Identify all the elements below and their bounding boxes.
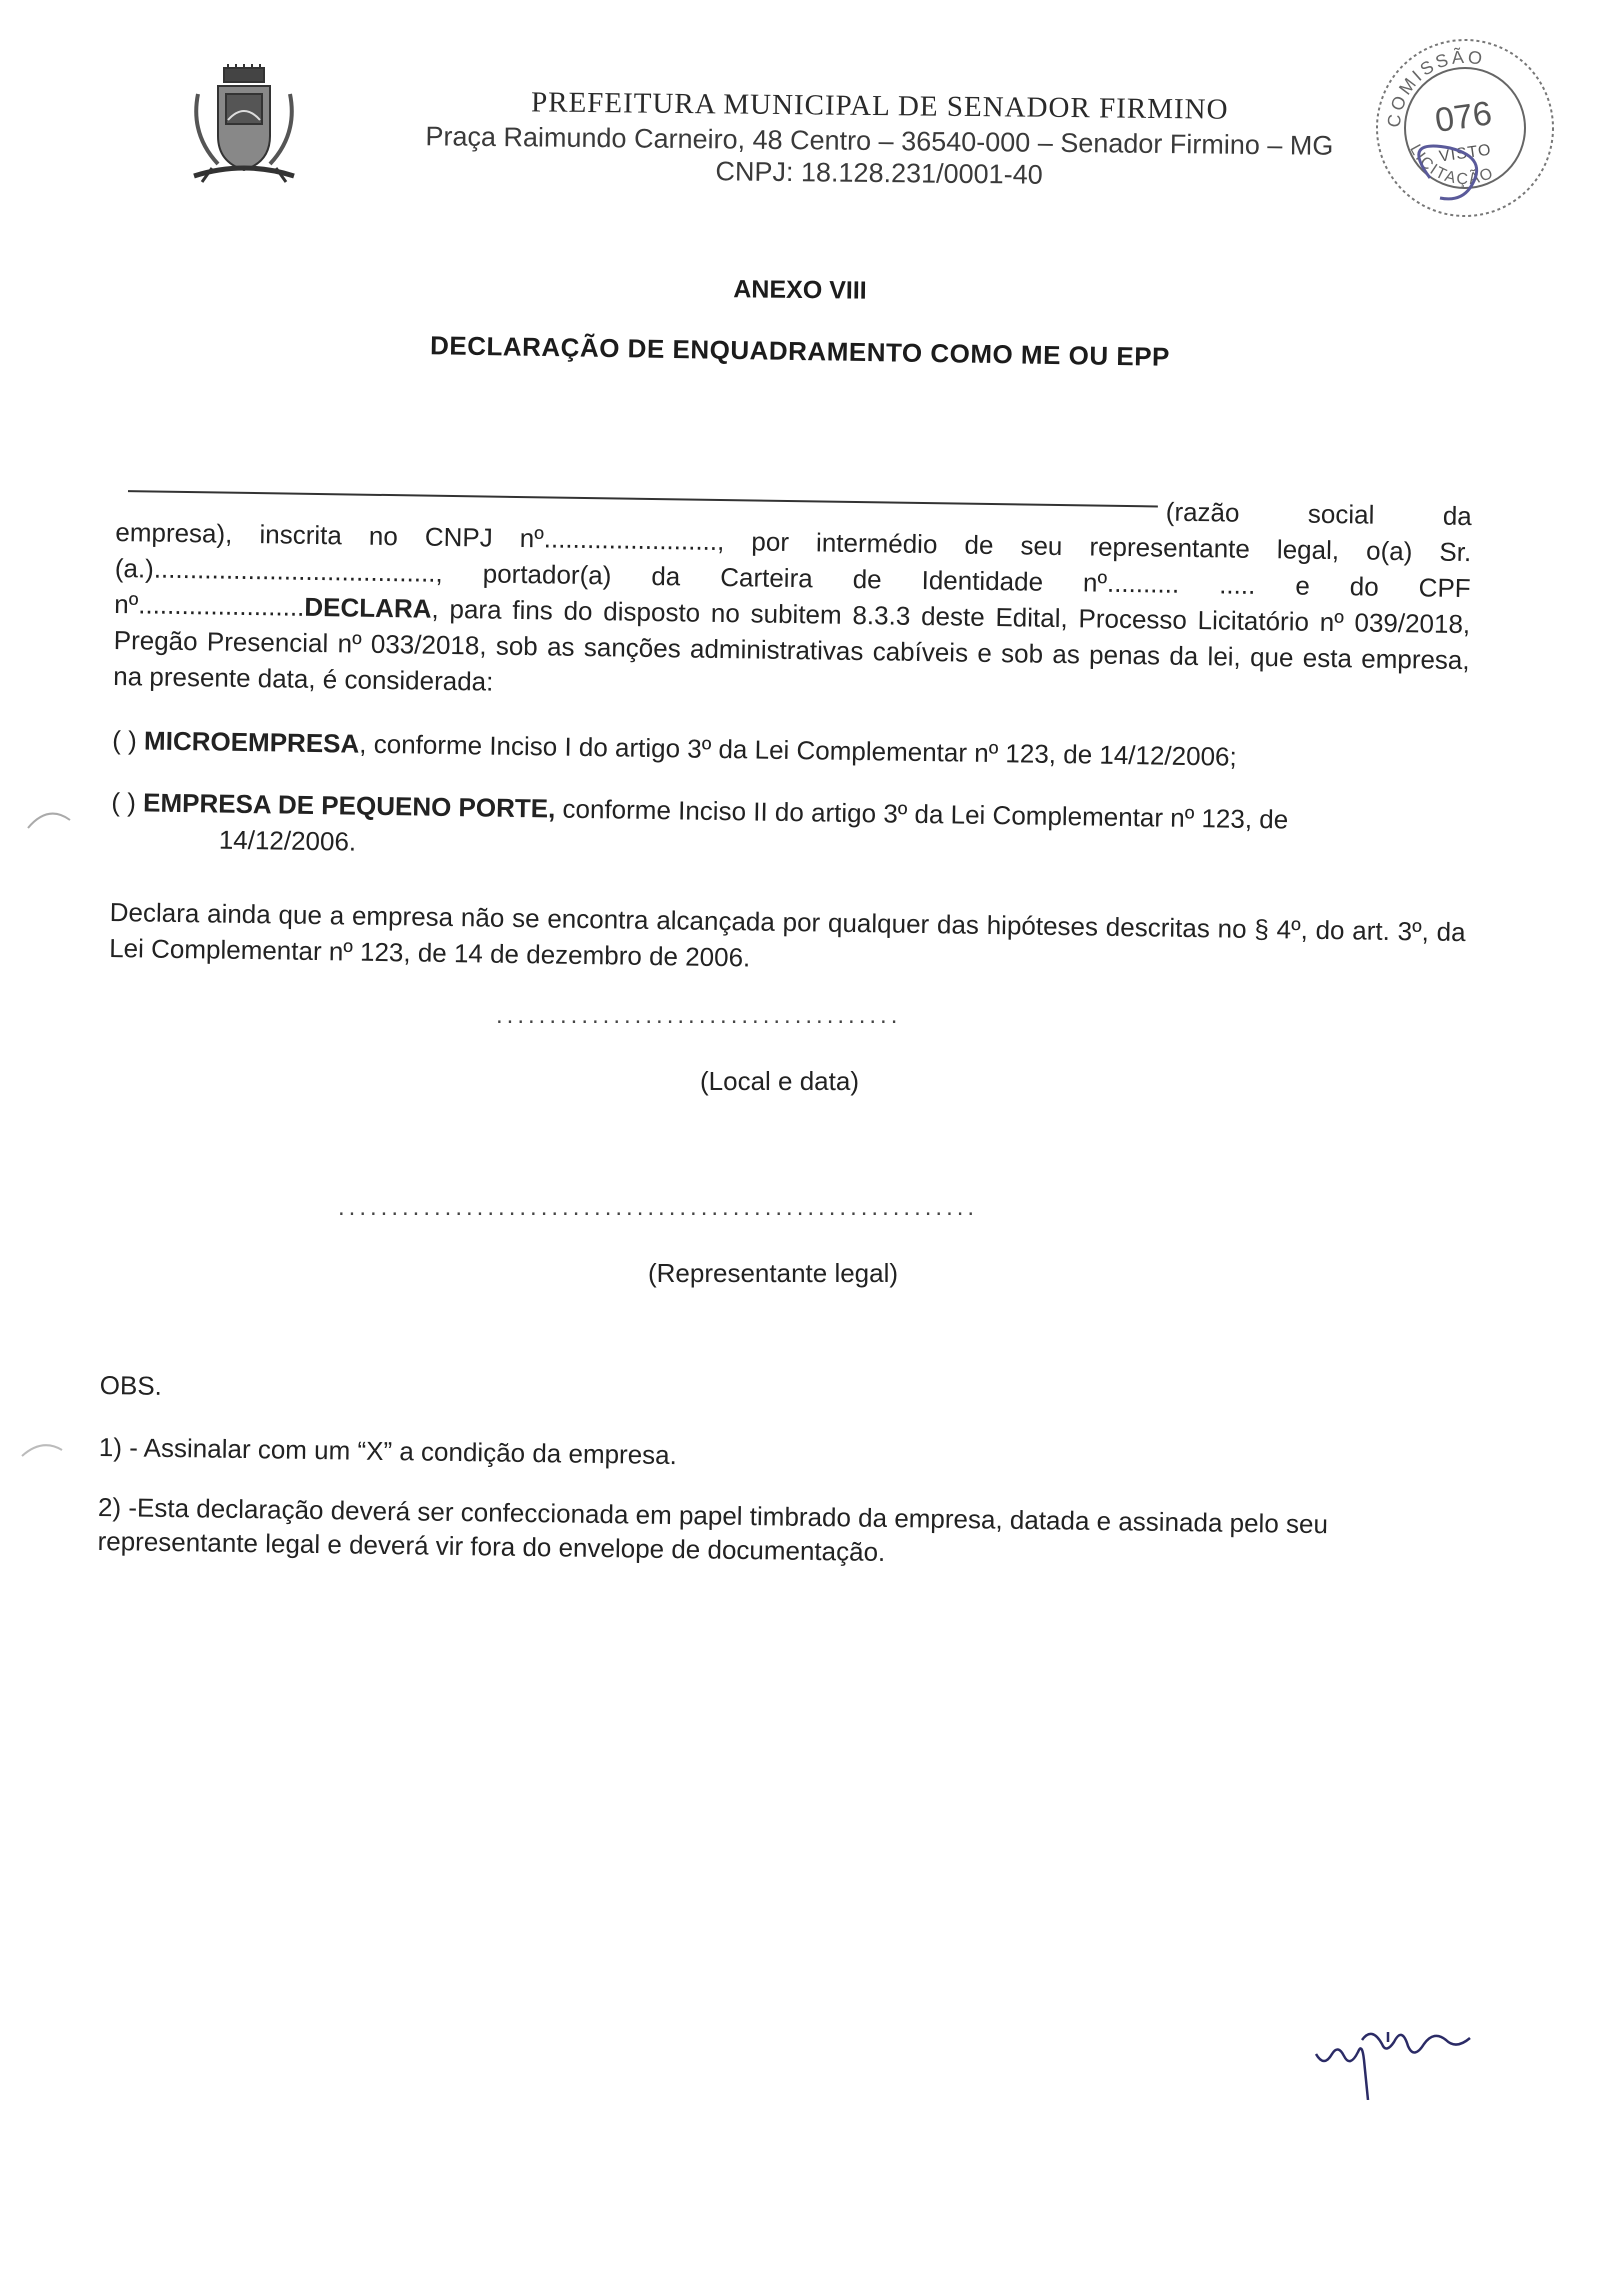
cpf-text: e do CPF nº: [114, 570, 1471, 620]
local-date-label: (Local e data): [700, 1066, 859, 1096]
obs-item-1: 1) - Assinalar com um “X” a condição da empresa.: [98, 1431, 678, 1471]
stamp-ring-text: COMISSÃO: [1383, 46, 1487, 129]
declaration-body: [109, 490, 1472, 986]
extra-declaration: Declara ainda que a empresa não se encontra alcançada por qualquer das hipóteses descritas no § 4º, do art. 3º, da Lei Complementar nº 123, de 14 de dezembro de 2006.: [108, 896, 1466, 973]
epp-checkbox[interactable]: ( ): [111, 786, 137, 818]
cpf-dots: .......................: [138, 589, 305, 622]
letterhead: [399, 84, 1360, 194]
cnpj-dots: ........................: [543, 523, 718, 556]
microempresa-text: , conforme Inciso I do artigo 3º da Lei Complementar nº 123, de 14/12/2006;: [359, 728, 1237, 772]
rg-dots: ..........: [1106, 567, 1180, 599]
option-epp: [111, 784, 1468, 876]
prefeitura-name: PREFEITURA MUNICIPAL DE SENADOR FIRMINO: [530, 86, 1229, 126]
obs-title: OBS.: [99, 1369, 163, 1401]
microempresa-label: MICROEMPRESA: [143, 725, 360, 759]
epp-label: EMPRESA DE PEQUENO PORTE,: [142, 787, 556, 824]
stamp-ring-text-bottom: LICITAÇÃO: [1406, 141, 1498, 189]
declara-bold: DECLARA: [304, 591, 432, 624]
stamp-page-number: 076: [1432, 94, 1495, 140]
rg-dots-cont: .....: [1218, 569, 1256, 600]
declaration-title: DECLARAÇÃO DE ENQUADRAMENTO COMO ME OU EPP: [429, 330, 1171, 372]
municipal-crest-logo: [188, 64, 300, 190]
portador-text: , portador(a) da Carteira de Identidade nº: [435, 557, 1108, 598]
sr-dots: .......................................: [153, 553, 436, 588]
annex-title: ANEXO VIII: [733, 275, 867, 305]
margin-mark: [18, 1432, 68, 1462]
company-paragraph: [113, 478, 1472, 714]
representative-signature-line: ............................................................: [338, 1194, 979, 1221]
representative-label: (Representante legal): [648, 1258, 899, 1288]
epp-text-cont: 14/12/2006.: [218, 824, 357, 857]
observations: [97, 1368, 1470, 1577]
option-microempresa: [112, 722, 1468, 778]
declara-text: , para fins do disposto no subitem 8.3.3 deste Edital, Processo Licitatório nº 039/2018, Pregão Presencial nº 033/2018, sob as sanções administrativas cabíveis e sob as penas da lei, que esta empresa, na presente data, é considerada:: [113, 593, 1471, 697]
epp-text: conforme Inciso II do artigo 3º da Lei Complementar nº 123, de: [555, 793, 1289, 835]
intermedio-text: , por intermédio de seu representante legal, o(a) Sr.(a.): [114, 525, 1472, 584]
prefeitura-address: Praça Raimundo Carneiro, 48 Centro – 36540-000 – Senador Firmino – MG: [425, 121, 1334, 161]
margin-mark: [24, 802, 74, 832]
handwritten-initials: [1310, 2020, 1520, 2100]
obs-item-2: 2) -Esta declaração deverá ser confeccionada em papel timbrado da empresa, datada e assinada pelo seu representante legal e deverá vir fora do envelope de documentação.: [97, 1491, 1329, 1567]
razao-social-text: (razão social da empresa), inscrita no CNPJ nº: [115, 496, 1472, 554]
prefeitura-cnpj: CNPJ: 18.128.231/0001-40: [715, 156, 1043, 190]
commission-stamp: [1370, 28, 1560, 228]
local-date-line: ......................................: [496, 1002, 902, 1029]
stamp-visto: VISTO: [1438, 141, 1493, 166]
microempresa-checkbox[interactable]: ( ): [112, 724, 138, 756]
